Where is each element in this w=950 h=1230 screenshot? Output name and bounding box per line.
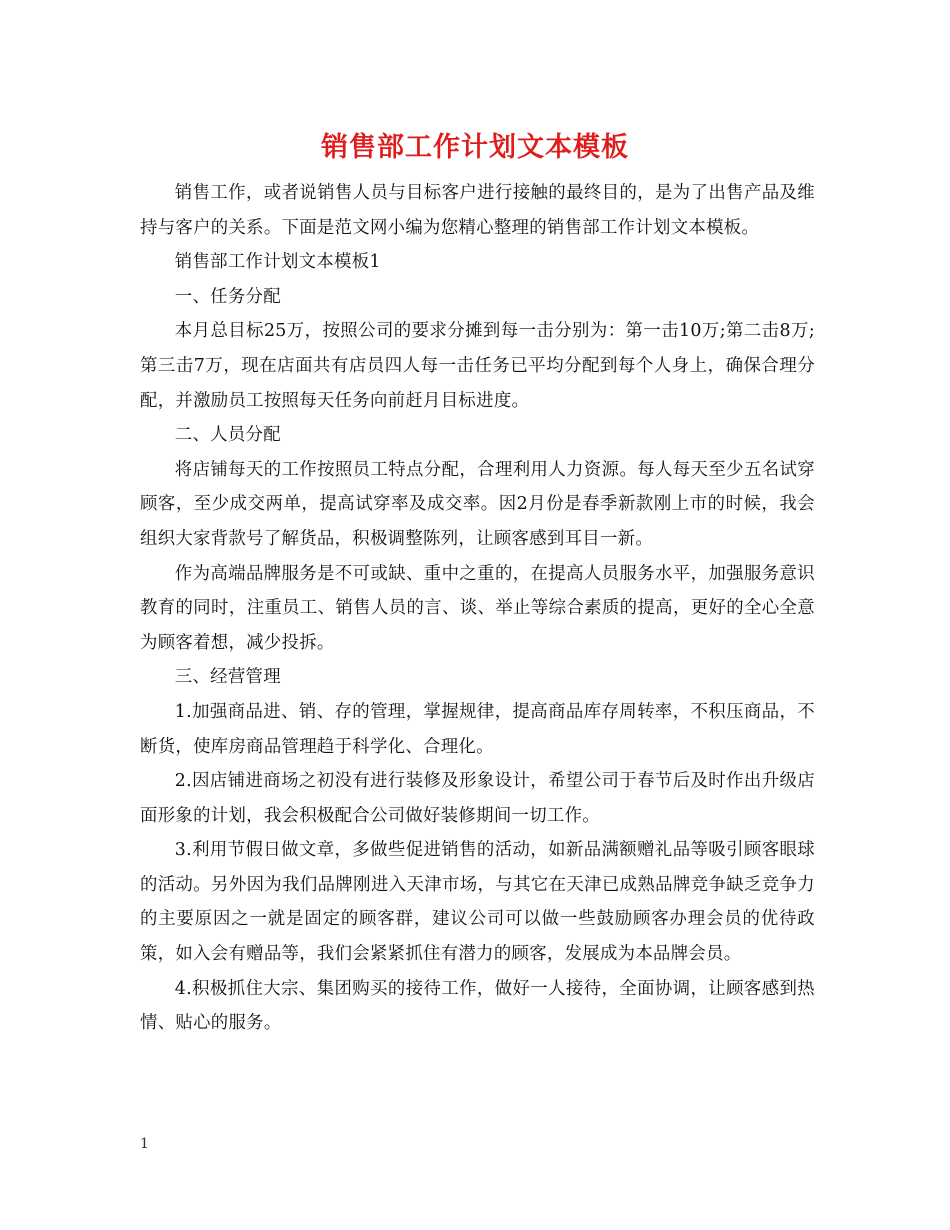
paragraph-operations-4: 4.积极抓住大宗、集团购买的接待工作，做好一人接待，全面协调，让顾客感到热情、贴心的服务。 (140, 978, 815, 1034)
section-heading-task-allocation: 一、任务分配 (174, 286, 281, 307)
paragraph-task-allocation: 本月总目标25万，按照公司的要求分摊到每一击分别为：第一击10万;第二击8万;第三击7万，现在店面共有店员四人每一击任务已平均分配到每个人身上，确保合理分配，并激励员工按照每天任务向前赶月目标进度。 (140, 321, 815, 411)
paragraph-operations-2: 2.因店铺进商场之初没有进行装修及形象设计，希望公司于春节后及时作出升级店面形象的计划，我会积极配合公司做好装修期间一切工作。 (140, 771, 815, 826)
section-heading-staff-allocation: 二、人员分配 (174, 425, 281, 446)
paragraph-operations-3: 3.利用节假日做文章，多做些促进销售的活动，如新品满额赠礼品等吸引顾客眼球的活动。另外因为我们品牌刚进入天津市场，与其它在天津已成熟品牌竞争缺乏竞争力的主要原因之一就是固定的顾客群，建议公司可以做一些鼓励顾客办理会员的优待政策，如入会有赠品等，我们会紧紧抓住有潜力的顾客，发展成为本品牌会员。 (140, 840, 815, 965)
document-title: 销售部工作计划文本模板 (321, 132, 629, 163)
paragraph-intro: 销售工作，或者说销售人员与目标客户进行接触的最终目的，是为了出售产品及维持与客户的关系。下面是范文网小编为您精心整理的销售部工作计划文本模板。 (140, 183, 815, 238)
document-body (140, 176, 815, 1041)
section-heading-operations: 三、经营管理 (174, 667, 281, 688)
section-heading-template-1: 销售部工作计划文本模板1 (174, 252, 381, 273)
paragraph-service: 作为高端品牌服务是不可或缺、重中之重的，在提高人员服务水平，加强服务意识教育的同时，注重员工、销售人员的言、谈、举止等综合素质的提高，更好的全心全意为顾客着想，减少投拆。 (140, 563, 815, 653)
page-number: 1 (140, 1136, 149, 1152)
paragraph-staff-allocation: 将店铺每天的工作按照员工特点分配，合理利用人力资源。每人每天至少五名试穿顾客，至少成交两单，提高试穿率及成交率。因2月份是春季新款刚上市的时候，我会组织大家背款号了解货品，积极调整陈列，让顾客感到耳目一新。 (140, 459, 815, 549)
paragraph-operations-1: 1.加强商品进、销、存的管理，掌握规律，提高商品库存周转率，不积压商品，不断货，使库房商品管理趋于科学化、合理化。 (140, 701, 815, 757)
